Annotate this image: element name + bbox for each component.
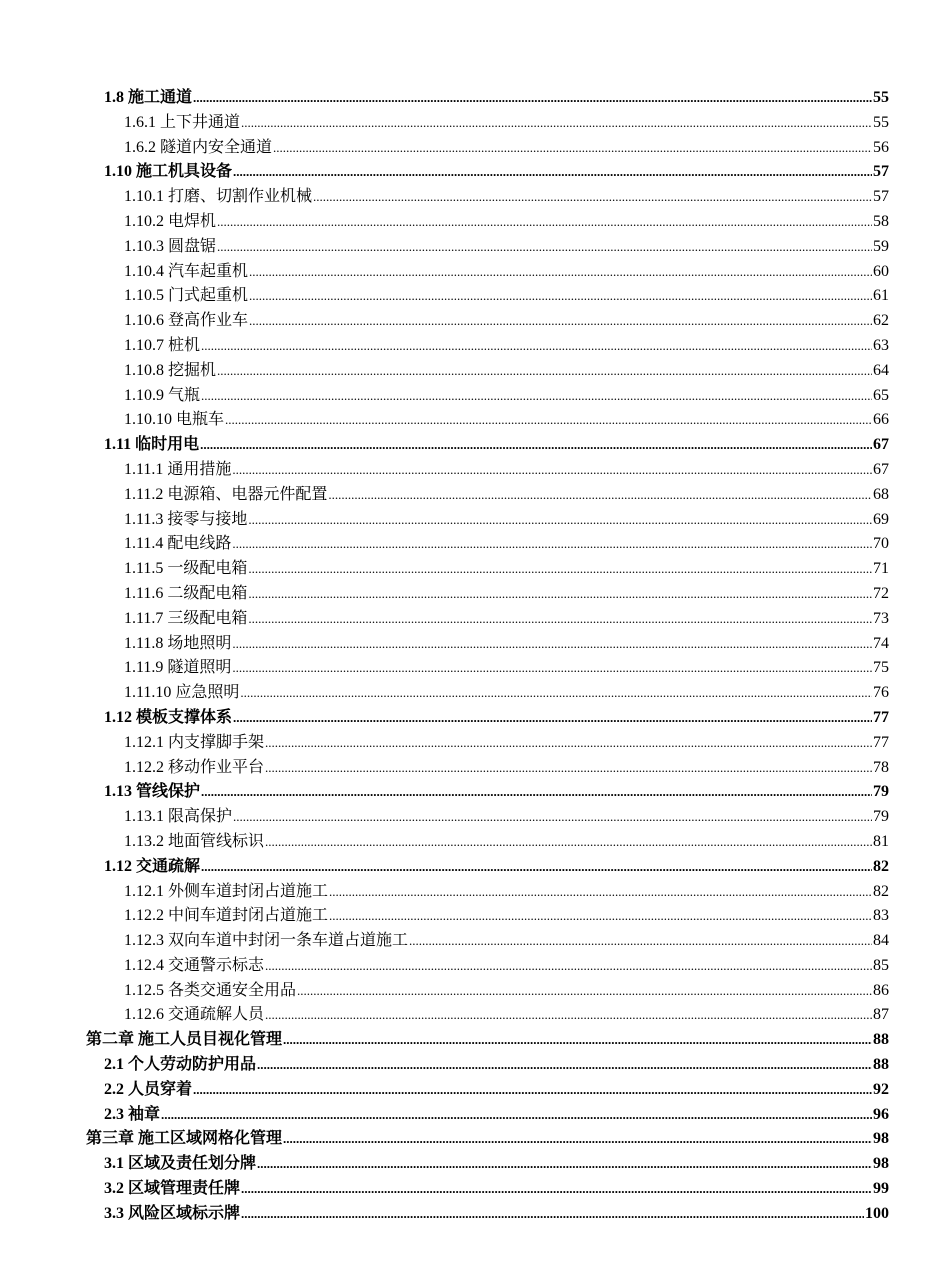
toc-subsection-entry[interactable] xyxy=(0,929,950,954)
toc-entry-page-number: 98 xyxy=(873,1130,889,1148)
toc-entry-title: 1.12.2 中间车道封闭占道施工 xyxy=(124,907,329,925)
toc-dot-leader xyxy=(161,1103,872,1128)
toc-section-entry[interactable] xyxy=(0,433,950,458)
toc-entry-title: 1.11.1 通用措施 xyxy=(124,460,232,478)
toc-entry-page-number: 60 xyxy=(873,262,889,280)
toc-dot-leader xyxy=(329,880,872,905)
toc-chapter-entry[interactable] xyxy=(0,1028,950,1053)
toc-entry-page-number: 63 xyxy=(873,336,889,354)
toc-subsection-entry[interactable] xyxy=(0,284,950,309)
toc-dot-leader xyxy=(193,1078,872,1103)
toc-subsection-entry[interactable] xyxy=(0,731,950,756)
toc-dot-leader xyxy=(201,855,872,880)
toc-entry-title: 1.13 管线保护 xyxy=(104,783,201,801)
toc-entry-title: 1.6.1 上下井通道 xyxy=(124,113,241,131)
toc-entry-page-number: 84 xyxy=(873,932,889,950)
toc-section-entry[interactable] xyxy=(0,1078,950,1103)
toc-dot-leader xyxy=(241,1202,864,1227)
toc-entry-title: 1.10.4 汽车起重机 xyxy=(124,262,249,280)
toc-dot-leader xyxy=(232,458,872,483)
toc-entry-page-number: 66 xyxy=(873,411,889,429)
toc-entry-page-number: 73 xyxy=(873,609,889,627)
toc-entry-title: 1.11.4 配电线路 xyxy=(124,535,232,553)
toc-entry-page-number: 61 xyxy=(873,287,889,305)
toc-dot-leader xyxy=(249,284,872,309)
toc-subsection-entry[interactable] xyxy=(0,557,950,582)
toc-section-entry[interactable] xyxy=(0,706,950,731)
toc-entry-page-number: 75 xyxy=(873,659,889,677)
toc-dot-leader xyxy=(265,731,872,756)
toc-entry-page-number: 69 xyxy=(873,510,889,528)
toc-entry-page-number: 76 xyxy=(873,684,889,702)
toc-dot-leader xyxy=(265,756,872,781)
toc-subsection-entry[interactable] xyxy=(0,210,950,235)
toc-dot-leader xyxy=(240,681,872,706)
toc-entry-page-number: 58 xyxy=(873,212,889,230)
toc-dot-leader xyxy=(248,557,872,582)
toc-subsection-entry[interactable] xyxy=(0,954,950,979)
toc-entry-page-number: 100 xyxy=(865,1204,889,1222)
toc-dot-leader xyxy=(241,1177,872,1202)
toc-subsection-entry[interactable] xyxy=(0,880,950,905)
toc-entry-title: 1.12.2 移动作业平台 xyxy=(124,758,265,776)
toc-dot-leader xyxy=(193,86,872,111)
toc-subsection-entry[interactable] xyxy=(0,309,950,334)
toc-entry-title: 3.1 区域及责任划分牌 xyxy=(104,1155,257,1173)
toc-entry-title: 1.10.9 气瓶 xyxy=(124,386,201,404)
toc-entry-title: 1.10.2 电焊机 xyxy=(124,212,217,230)
toc-dot-leader xyxy=(241,111,872,136)
toc-entry-title: 1.6.2 隧道内安全通道 xyxy=(124,138,273,156)
toc-entry-title: 第三章 施工区域网格化管理 xyxy=(86,1130,283,1148)
toc-entry-page-number: 98 xyxy=(873,1155,889,1173)
toc-entry-page-number: 56 xyxy=(873,138,889,156)
toc-subsection-entry[interactable] xyxy=(0,756,950,781)
toc-dot-leader xyxy=(257,1152,872,1177)
toc-entry-page-number: 70 xyxy=(873,535,889,553)
toc-entry-title: 1.11.2 电源箱、电器元件配置 xyxy=(124,485,328,503)
toc-section-entry[interactable] xyxy=(0,160,950,185)
toc-entry-title: 1.12.3 双向车道中封闭一条车道占道施工 xyxy=(124,932,409,950)
toc-dot-leader xyxy=(217,235,872,260)
toc-entry-title: 1.11.8 场地照明 xyxy=(124,634,232,652)
toc-entry-title: 1.12 交通疏解 xyxy=(104,857,201,875)
toc-entry-title: 第二章 施工人员目视化管理 xyxy=(86,1031,283,1049)
toc-entry-title: 2.2 人员穿着 xyxy=(104,1080,193,1098)
toc-section-entry[interactable] xyxy=(0,1202,950,1227)
toc-subsection-entry[interactable] xyxy=(0,904,950,929)
toc-subsection-entry[interactable] xyxy=(0,136,950,161)
toc-entry-page-number: 99 xyxy=(873,1180,889,1198)
toc-entry-title: 1.11.6 二级配电箱 xyxy=(124,584,248,602)
toc-entry-page-number: 82 xyxy=(873,857,889,875)
toc-entry-title: 1.10.3 圆盘锯 xyxy=(124,237,217,255)
toc-dot-leader xyxy=(329,904,872,929)
toc-entry-page-number: 68 xyxy=(873,485,889,503)
toc-entry-title: 1.10.8 挖掘机 xyxy=(124,361,217,379)
toc-entry-title: 1.12.5 各类交通安全用品 xyxy=(124,981,297,999)
toc-entry-title: 1.12 模板支撑体系 xyxy=(104,708,233,726)
toc-dot-leader xyxy=(217,210,872,235)
toc-dot-leader xyxy=(313,185,872,210)
toc-dot-leader xyxy=(265,830,872,855)
toc-dot-leader xyxy=(233,160,872,185)
toc-entry-page-number: 57 xyxy=(873,163,889,181)
toc-entry-page-number: 79 xyxy=(873,808,889,826)
toc-dot-leader xyxy=(249,309,872,334)
toc-entry-page-number: 55 xyxy=(873,89,889,106)
toc-subsection-entry[interactable] xyxy=(0,805,950,830)
toc-entry-title: 1.13.2 地面管线标识 xyxy=(124,832,265,850)
toc-dot-leader xyxy=(232,656,872,681)
toc-subsection-entry[interactable] xyxy=(0,632,950,657)
toc-dot-leader xyxy=(248,607,872,632)
toc-entry-page-number: 82 xyxy=(873,882,889,900)
toc-dot-leader xyxy=(225,408,872,433)
toc-dot-leader xyxy=(201,384,872,409)
toc-entry-page-number: 86 xyxy=(873,981,889,999)
toc-entry-title: 1.8 施工通道 xyxy=(104,89,193,106)
toc-entry-page-number: 55 xyxy=(873,113,889,131)
toc-subsection-entry[interactable] xyxy=(0,1003,950,1028)
toc-entry-page-number: 88 xyxy=(873,1031,889,1049)
toc-entry-title: 1.11.7 三级配电箱 xyxy=(124,609,248,627)
toc-entry-page-number: 87 xyxy=(873,1006,889,1024)
toc-section-entry[interactable] xyxy=(0,1177,950,1202)
toc-dot-leader xyxy=(297,979,872,1004)
toc-dot-leader xyxy=(201,780,872,805)
toc-entry-page-number: 74 xyxy=(873,634,889,652)
toc-subsection-entry[interactable] xyxy=(0,582,950,607)
toc-entry-title: 1.12.6 交通疏解人员 xyxy=(124,1006,265,1024)
toc-section-entry[interactable] xyxy=(0,855,950,880)
toc-subsection-entry[interactable] xyxy=(0,607,950,632)
toc-subsection-entry[interactable] xyxy=(0,979,950,1004)
toc-entry-title: 1.11.5 一级配电箱 xyxy=(124,560,248,578)
toc-dot-leader xyxy=(232,532,872,557)
toc-entry-page-number: 81 xyxy=(873,832,889,850)
toc-subsection-entry[interactable] xyxy=(0,656,950,681)
toc-dot-leader xyxy=(232,632,872,657)
toc-entry-title: 1.10.1 打磨、切割作业机械 xyxy=(124,188,313,206)
toc-entry-page-number: 67 xyxy=(873,436,889,454)
toc-dot-leader xyxy=(200,433,872,458)
toc-entry-page-number: 59 xyxy=(873,237,889,255)
toc-section-entry[interactable] xyxy=(0,1053,950,1078)
toc-dot-leader xyxy=(283,1028,872,1053)
toc-entry-page-number: 64 xyxy=(873,361,889,379)
toc-subsection-entry[interactable] xyxy=(0,334,950,359)
toc-subsection-entry[interactable] xyxy=(0,458,950,483)
toc-entry-page-number: 72 xyxy=(873,584,889,602)
toc-entry-title: 1.11.3 接零与接地 xyxy=(124,510,248,528)
toc-entry-page-number: 77 xyxy=(873,708,889,726)
toc-dot-leader xyxy=(233,706,872,731)
toc-entry-page-number: 62 xyxy=(873,312,889,330)
toc-entry-title: 1.12.1 外侧车道封闭占道施工 xyxy=(124,882,329,900)
toc-dot-leader xyxy=(273,136,872,161)
toc-entry-page-number: 71 xyxy=(873,560,889,578)
toc-entry-page-number: 83 xyxy=(873,907,889,925)
toc-section-entry[interactable] xyxy=(0,1103,950,1128)
toc-dot-leader xyxy=(201,334,872,359)
toc-subsection-entry[interactable] xyxy=(0,359,950,384)
toc-chapter-entry[interactable] xyxy=(0,1127,950,1152)
toc-entry-page-number: 96 xyxy=(873,1105,889,1123)
toc-entry-title: 1.10.10 电瓶车 xyxy=(124,411,225,429)
toc-dot-leader xyxy=(217,359,872,384)
toc-subsection-entry[interactable] xyxy=(0,483,950,508)
toc-dot-leader xyxy=(409,929,872,954)
toc-subsection-entry[interactable] xyxy=(0,235,950,260)
toc-section-entry[interactable] xyxy=(0,780,950,805)
toc-entry-title: 1.13.1 限高保护 xyxy=(124,808,233,826)
toc-dot-leader xyxy=(328,483,872,508)
toc-dot-leader xyxy=(265,954,872,979)
toc-dot-leader xyxy=(283,1127,872,1152)
toc-entry-title: 1.12.4 交通警示标志 xyxy=(124,956,265,974)
toc-dot-leader xyxy=(265,1003,872,1028)
toc-entry-title: 3.2 区域管理责任牌 xyxy=(104,1180,241,1198)
toc-entry-page-number: 88 xyxy=(873,1056,889,1074)
table-of-contents xyxy=(0,86,950,1227)
toc-entry-page-number: 67 xyxy=(873,460,889,478)
toc-entry-title: 1.10 施工机具设备 xyxy=(104,163,233,181)
toc-entry-page-number: 92 xyxy=(873,1080,889,1098)
toc-entry-page-number: 77 xyxy=(873,733,889,751)
toc-entry-title: 3.3 风险区域标示牌 xyxy=(104,1204,241,1222)
toc-subsection-entry[interactable] xyxy=(0,532,950,557)
toc-entry-title: 1.12.1 内支撑脚手架 xyxy=(124,733,265,751)
toc-entry-title: 1.11.9 隧道照明 xyxy=(124,659,232,677)
toc-entry-title: 1.11 临时用电 xyxy=(104,436,200,454)
toc-subsection-entry[interactable] xyxy=(0,260,950,285)
toc-entry-page-number: 65 xyxy=(873,386,889,404)
toc-subsection-entry[interactable] xyxy=(0,508,950,533)
toc-entry-title: 2.3 袖章 xyxy=(104,1105,161,1123)
toc-subsection-entry[interactable] xyxy=(0,681,950,706)
toc-entry-page-number: 85 xyxy=(873,956,889,974)
toc-subsection-entry[interactable] xyxy=(0,185,950,210)
toc-subsection-entry[interactable] xyxy=(0,408,950,433)
toc-entry-page-number: 57 xyxy=(873,188,889,206)
toc-entry-title: 1.10.6 登高作业车 xyxy=(124,312,249,330)
toc-entry-title: 1.11.10 应急照明 xyxy=(124,684,240,702)
toc-dot-leader xyxy=(248,582,872,607)
toc-dot-leader xyxy=(233,805,872,830)
toc-section-entry[interactable] xyxy=(0,86,950,111)
toc-section-entry[interactable] xyxy=(0,1152,950,1177)
toc-subsection-entry[interactable] xyxy=(0,384,950,409)
toc-dot-leader xyxy=(248,508,872,533)
toc-subsection-entry[interactable] xyxy=(0,830,950,855)
toc-subsection-entry[interactable] xyxy=(0,111,950,136)
toc-dot-leader xyxy=(249,260,872,285)
toc-entry-title: 1.10.7 桩机 xyxy=(124,336,201,354)
toc-entry-title: 1.10.5 门式起重机 xyxy=(124,287,249,305)
toc-entry-title: 2.1 个人劳动防护用品 xyxy=(104,1056,257,1074)
toc-entry-page-number: 78 xyxy=(873,758,889,776)
toc-entry-page-number: 79 xyxy=(873,783,889,801)
toc-dot-leader xyxy=(257,1053,872,1078)
